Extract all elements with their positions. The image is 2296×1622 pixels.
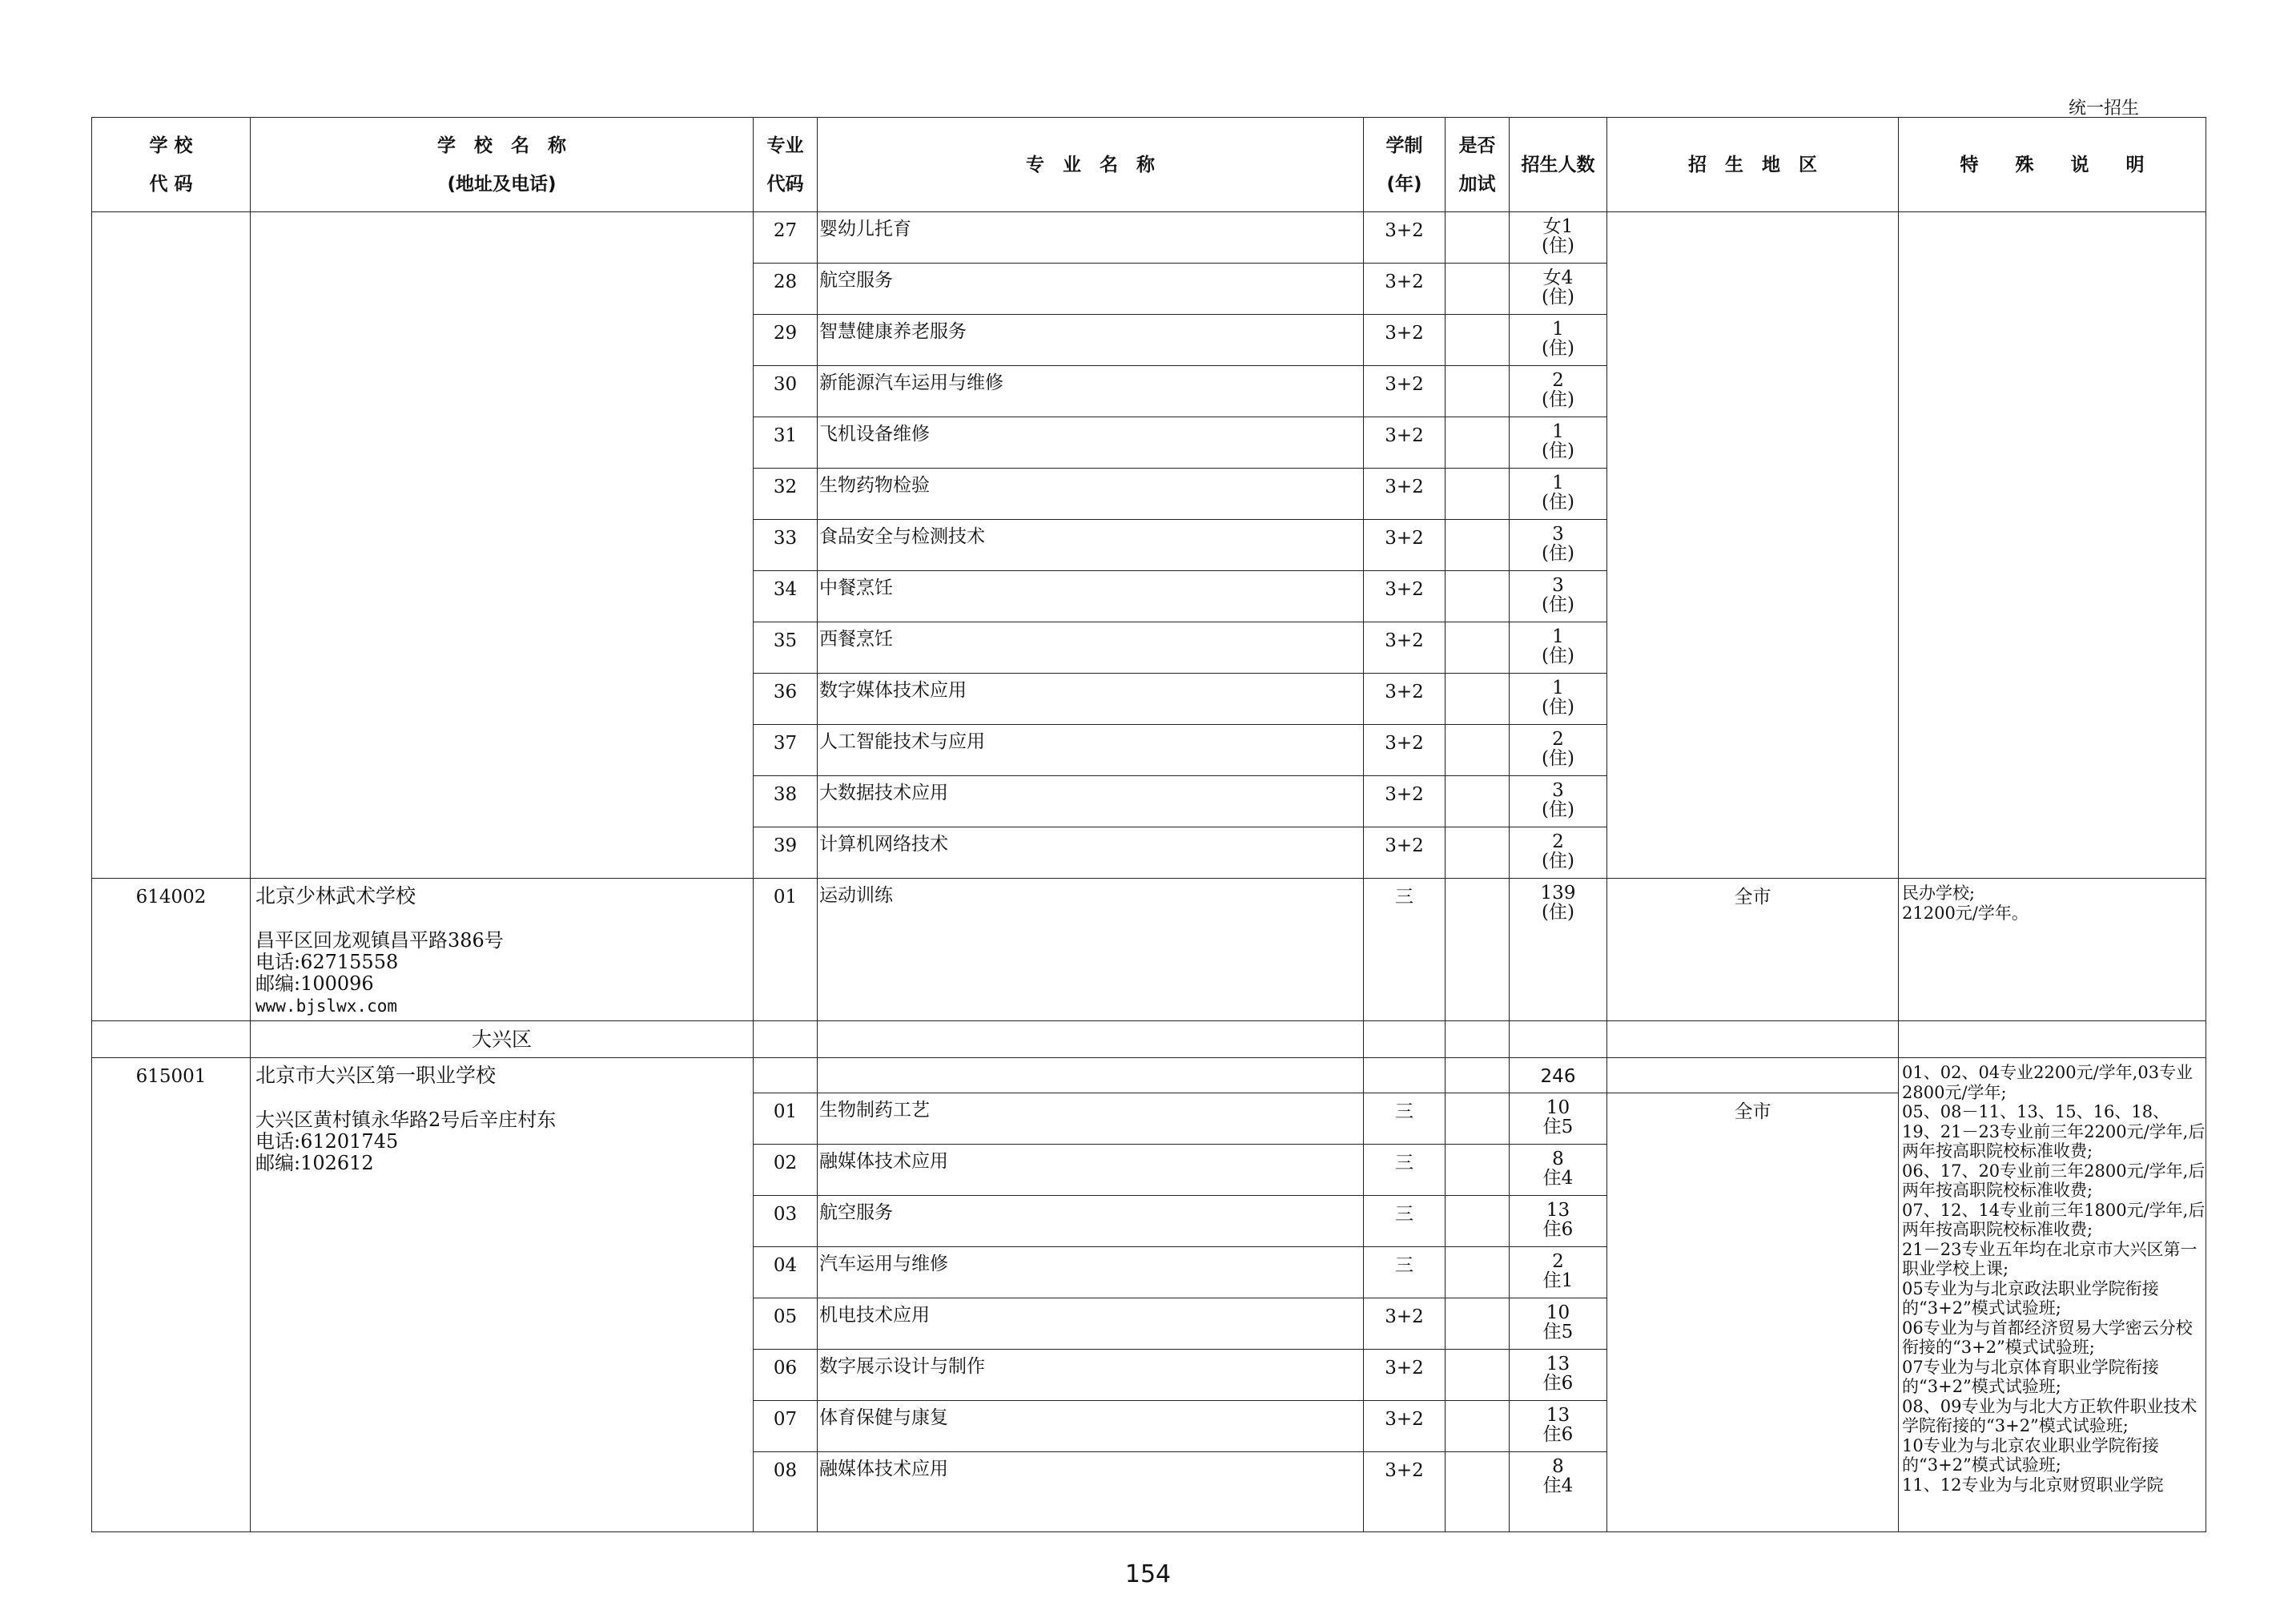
major-name: 航空服务	[818, 1196, 1364, 1247]
header-duration: 学制 (年)	[1364, 118, 1446, 212]
major-name: 生物药物检验	[818, 469, 1364, 520]
school-postcode: 邮编:102612	[255, 1152, 374, 1174]
extra-test	[1446, 571, 1510, 622]
extra-test	[1446, 1350, 1510, 1401]
extra-test	[1446, 469, 1510, 520]
duration: 3+2	[1364, 827, 1446, 879]
major-name: 食品安全与检测技术	[818, 520, 1364, 571]
enroll-count: 10 住5	[1510, 1093, 1607, 1145]
duration: 三	[1364, 879, 1446, 1021]
major-name: 融媒体技术应用	[818, 1452, 1364, 1532]
major-name: 生物制药工艺	[818, 1093, 1364, 1145]
enroll-count: 13 住6	[1510, 1350, 1607, 1401]
major-name: 中餐烹饪	[818, 571, 1364, 622]
major-code: 07	[754, 1401, 818, 1452]
extra-test	[1446, 1093, 1510, 1145]
extra-test	[1446, 520, 1510, 571]
region-cell	[1607, 212, 1899, 879]
district-row	[92, 1021, 2206, 1058]
duration: 3+2	[1364, 366, 1446, 417]
enroll-count: 女4 (住)	[1510, 264, 1607, 315]
school-address: 昌平区回龙观镇昌平路386号	[255, 929, 504, 952]
major-name: 体育保健与康复	[818, 1401, 1364, 1452]
header-note: 特 殊 说 明	[1899, 118, 2206, 212]
duration: 3+2	[1364, 417, 1446, 469]
extra-test	[1446, 212, 1510, 264]
major-name: 婴幼儿托育	[818, 212, 1364, 264]
school-phone: 电话:62715558	[255, 951, 399, 973]
enroll-count: 3 (住)	[1510, 776, 1607, 827]
extra-test	[1446, 366, 1510, 417]
enroll-count: 1 (住)	[1510, 622, 1607, 674]
school-name: 北京市大兴区第一职业学校	[255, 1064, 497, 1087]
major-name: 新能源汽车运用与维修	[818, 366, 1364, 417]
enroll-count: 8 住4	[1510, 1145, 1607, 1196]
duration: 3+2	[1364, 1298, 1446, 1350]
major-code: 34	[754, 571, 818, 622]
extra-test	[1446, 674, 1510, 725]
duration: 3+2	[1364, 264, 1446, 315]
enroll-count: 1 (住)	[1510, 674, 1607, 725]
major-name: 汽车运用与维修	[818, 1247, 1364, 1298]
major-name: 运动训练	[818, 879, 1364, 1021]
school-info	[251, 879, 754, 1021]
enroll-count: 女1 (住)	[1510, 212, 1607, 264]
major-name: 飞机设备维修	[818, 417, 1364, 469]
major-code: 27	[754, 212, 818, 264]
extra-test	[1446, 1298, 1510, 1350]
extra-test	[1446, 417, 1510, 469]
school-postcode: 邮编:100096	[255, 972, 374, 995]
special-note: 民办学校; 21200元/学年。	[1899, 879, 2206, 1021]
duration: 3+2	[1364, 1350, 1446, 1401]
major-code: 28	[754, 264, 818, 315]
page-number: 154	[1124, 1560, 1172, 1588]
duration: 3+2	[1364, 212, 1446, 264]
major-code: 31	[754, 417, 818, 469]
major-code: 36	[754, 674, 818, 725]
major-name: 西餐烹饪	[818, 622, 1364, 674]
table-row-daxing	[92, 1058, 2206, 1093]
school-code-cell	[92, 212, 251, 879]
duration: 三	[1364, 1196, 1446, 1247]
school-info	[251, 1058, 754, 1532]
school-website: www.bjslwx.com	[255, 996, 398, 1016]
enroll-count: 2 住1	[1510, 1247, 1607, 1298]
duration: 3+2	[1364, 571, 1446, 622]
major-name: 机电技术应用	[818, 1298, 1364, 1350]
enroll-count: 8 住4	[1510, 1452, 1607, 1532]
extra-test	[1446, 725, 1510, 776]
major-code: 37	[754, 725, 818, 776]
table-row-shaolin	[92, 879, 2206, 1021]
major-code: 33	[754, 520, 818, 571]
header-extra-test: 是否 加试	[1446, 118, 1510, 212]
major-code: 32	[754, 469, 818, 520]
school-code: 614002	[92, 879, 251, 1021]
duration: 三	[1364, 1093, 1446, 1145]
header-school-code: 学 校 代 码	[92, 118, 251, 212]
enroll-count: 13 住6	[1510, 1196, 1607, 1247]
duration: 三	[1364, 1145, 1446, 1196]
school-address: 大兴区黄村镇永华路2号后辛庄村东	[255, 1109, 557, 1131]
enroll-count: 13 住6	[1510, 1401, 1607, 1452]
major-name: 数字媒体技术应用	[818, 674, 1364, 725]
school-name: 北京少林武术学校	[255, 884, 416, 908]
header-major-code: 专业 代码	[754, 118, 818, 212]
extra-test	[1446, 315, 1510, 366]
enroll-count: 1 (住)	[1510, 469, 1607, 520]
region: 全市	[1607, 1093, 1899, 1532]
enroll-count: 2 (住)	[1510, 827, 1607, 879]
enroll-count: 3 (住)	[1510, 571, 1607, 622]
duration: 3+2	[1364, 1401, 1446, 1452]
duration: 3+2	[1364, 622, 1446, 674]
duration: 3+2	[1364, 1452, 1446, 1532]
major-code: 35	[754, 622, 818, 674]
enroll-count: 10 住5	[1510, 1298, 1607, 1350]
extra-test	[1446, 879, 1510, 1021]
region: 全市	[1607, 879, 1899, 1021]
header-major-name: 专 业 名 称	[818, 118, 1364, 212]
top-label: 统一招生	[2068, 99, 2139, 119]
enroll-total: 246	[1510, 1058, 1607, 1093]
enroll-count: 3 (住)	[1510, 520, 1607, 571]
extra-test	[1446, 1145, 1510, 1196]
duration: 三	[1364, 1247, 1446, 1298]
major-name: 航空服务	[818, 264, 1364, 315]
major-code: 30	[754, 366, 818, 417]
enroll-count: 2 (住)	[1510, 725, 1607, 776]
extra-test	[1446, 1247, 1510, 1298]
major-name: 大数据技术应用	[818, 776, 1364, 827]
major-name: 人工智能技术与应用	[818, 725, 1364, 776]
extra-test	[1446, 1401, 1510, 1452]
note-cell	[1899, 212, 2206, 879]
enroll-count: 139 (住)	[1510, 879, 1607, 1021]
duration: 3+2	[1364, 776, 1446, 827]
duration: 3+2	[1364, 469, 1446, 520]
enroll-count: 1 (住)	[1510, 417, 1607, 469]
extra-test	[1446, 827, 1510, 879]
major-code: 01	[754, 879, 818, 1021]
enroll-count: 2 (住)	[1510, 366, 1607, 417]
header-row	[92, 118, 2206, 212]
extra-test	[1446, 1196, 1510, 1247]
header-region: 招 生 地 区	[1607, 118, 1899, 212]
header-enroll: 招生人数	[1510, 118, 1607, 212]
school-name-cell	[251, 212, 754, 879]
extra-test	[1446, 776, 1510, 827]
major-code: 04	[754, 1247, 818, 1298]
extra-test	[1446, 622, 1510, 674]
duration: 3+2	[1364, 725, 1446, 776]
major-code: 29	[754, 315, 818, 366]
major-name: 计算机网络技术	[818, 827, 1364, 879]
school-code: 615001	[92, 1058, 251, 1532]
duration: 3+2	[1364, 674, 1446, 725]
major-name: 融媒体技术应用	[818, 1145, 1364, 1196]
major-code: 39	[754, 827, 818, 879]
major-code: 38	[754, 776, 818, 827]
major-name: 数字展示设计与制作	[818, 1350, 1364, 1401]
school-phone: 电话:61201745	[255, 1130, 399, 1153]
major-code: 03	[754, 1196, 818, 1247]
duration: 3+2	[1364, 520, 1446, 571]
major-code: 06	[754, 1350, 818, 1401]
header-school-name: 学 校 名 称 (地址及电话)	[251, 118, 754, 212]
major-name: 智慧健康养老服务	[818, 315, 1364, 366]
major-code: 02	[754, 1145, 818, 1196]
extra-test	[1446, 1452, 1510, 1532]
table-row	[92, 212, 2206, 264]
duration: 3+2	[1364, 315, 1446, 366]
major-code: 05	[754, 1298, 818, 1350]
enroll-count: 1 (住)	[1510, 315, 1607, 366]
district-label: 大兴区	[251, 1021, 754, 1058]
major-code: 01	[754, 1093, 818, 1145]
enrollment-table	[91, 117, 2206, 1532]
extra-test	[1446, 264, 1510, 315]
major-code: 08	[754, 1452, 818, 1532]
special-note: 01、02、04专业2200元/学年,03专业2800元/学年; 05、08－11、13、15、16、18、19、21－23专业前三年2200元/学年,后两年按高职院校标准收费; 06、17、20专业前三年2800元/学年,后两年按高职院校标准收费; 07、12、14专业前三年1800元/学年,后两年按高职院校标准收费; 21－23专业五年均在北京市大兴区第一职业学校上课; 05专业为与北京政法职业学院衔接的“3+2”模式试验班; 06专业为与首都经济贸易大学密云分校衔接的“3+2”模式试验班; 07专业为与北京体育职业学院衔接的“3+2”模式试验班; 08、09专业为与北大方正软件职业技术学院衔接的“3+2”模式试验班; 10专业为与北京农业职业学院衔接的“3+2”模式试验班; 11、12专业为与北京财贸职业学院	[1899, 1058, 2206, 1532]
